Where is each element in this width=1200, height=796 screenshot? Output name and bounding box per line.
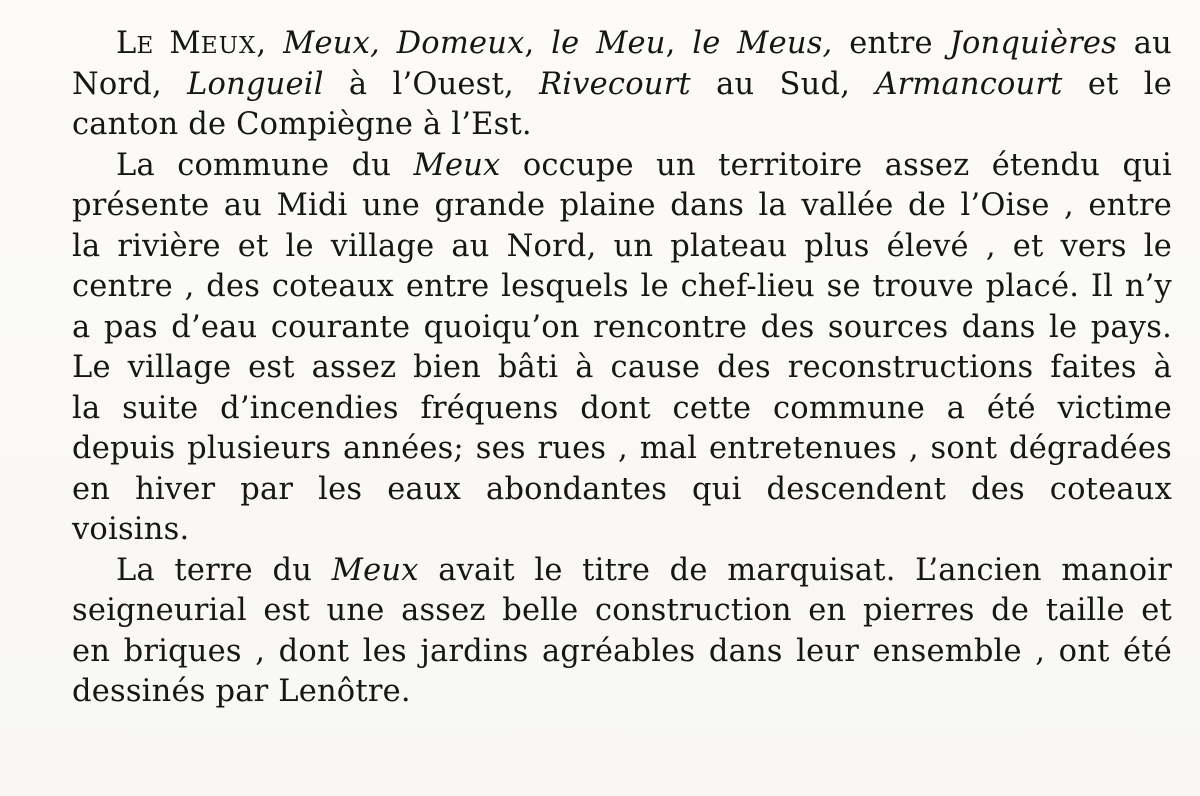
italic-run: le Meu <box>551 26 666 61</box>
text-run: au <box>1117 26 1172 61</box>
text-run: La terre du <box>116 552 332 588</box>
text-run: à l’Ouest, <box>323 66 540 102</box>
text-run: La commune du <box>116 147 414 183</box>
italic-run: Jonquières <box>949 26 1118 61</box>
text-run: , <box>524 26 552 61</box>
italic-run: Meux, <box>283 26 380 61</box>
small-caps: EUX <box>200 33 257 59</box>
italic-run: le Meus, <box>692 26 833 61</box>
text-line: voisins. <box>72 512 190 547</box>
text-line <box>72 146 1172 187</box>
text-line: présente au Midi une grande plaine dans la vallée de l’Oise , entre <box>72 188 1172 223</box>
italic-run: Domeux <box>396 26 525 61</box>
small-caps: L <box>116 26 137 61</box>
text-line <box>72 65 1172 106</box>
italic-run: Longueil <box>187 66 324 102</box>
text-line: depuis plusieurs années; ses rues , mal entretenues , sont dégradées <box>72 431 1172 466</box>
italic-run: Meux <box>413 147 501 183</box>
italic-run: Armancourt <box>875 66 1063 102</box>
text-run: et le <box>1062 66 1172 102</box>
text-line: a pas d’eau courante quoiqu’on rencontre des sources dans le pays. <box>72 309 1172 345</box>
text-run: occupe un territoire assez étendu qui <box>500 147 1172 183</box>
italic-run: Rivecourt <box>539 66 691 102</box>
text-line: Le village est assez bien bâti à cause des reconstructions faites à <box>72 350 1172 385</box>
text-line <box>72 551 1172 592</box>
paragraph-2 <box>72 146 1172 551</box>
text-run: , <box>256 26 284 61</box>
text-run: avait le titre de marquisat. L’ancien manoir <box>418 552 1172 588</box>
paragraph-1 <box>72 24 1172 146</box>
text-line: en briques , dont les jardins agréables dans leur ensemble , ont été <box>72 633 1172 669</box>
small-caps: E <box>136 33 170 59</box>
text-run: Nord, <box>72 66 188 102</box>
text-run: canton de Compiègne à l’Est. <box>72 107 532 142</box>
italic-run: Meux <box>331 552 419 588</box>
text-line: en hiver par les eaux abondantes qui descendent des coteaux <box>72 471 1172 507</box>
text-run: au Sud, <box>690 66 876 102</box>
text-line <box>72 105 1172 146</box>
small-caps: M <box>169 26 201 61</box>
text-run: , <box>665 26 693 61</box>
text-line <box>72 24 1172 65</box>
text-line: seigneurial est une assez belle construction en pierres de taille et <box>72 593 1172 628</box>
paragraph-3 <box>72 551 1172 713</box>
text-run: entre <box>832 26 950 61</box>
text-line: dessinés par Lenôtre. <box>72 674 411 709</box>
text-line: la suite d’incendies fréquens dont cette commune a été victime <box>72 390 1172 426</box>
text-line: centre , des coteaux entre lesquels le chef-lieu se trouve placé. Il n’y <box>72 269 1172 304</box>
body-text <box>72 24 1172 713</box>
text-line: la rivière et le village au Nord, un plateau plus élevé , et vers le <box>72 228 1172 264</box>
text-run <box>380 26 397 61</box>
